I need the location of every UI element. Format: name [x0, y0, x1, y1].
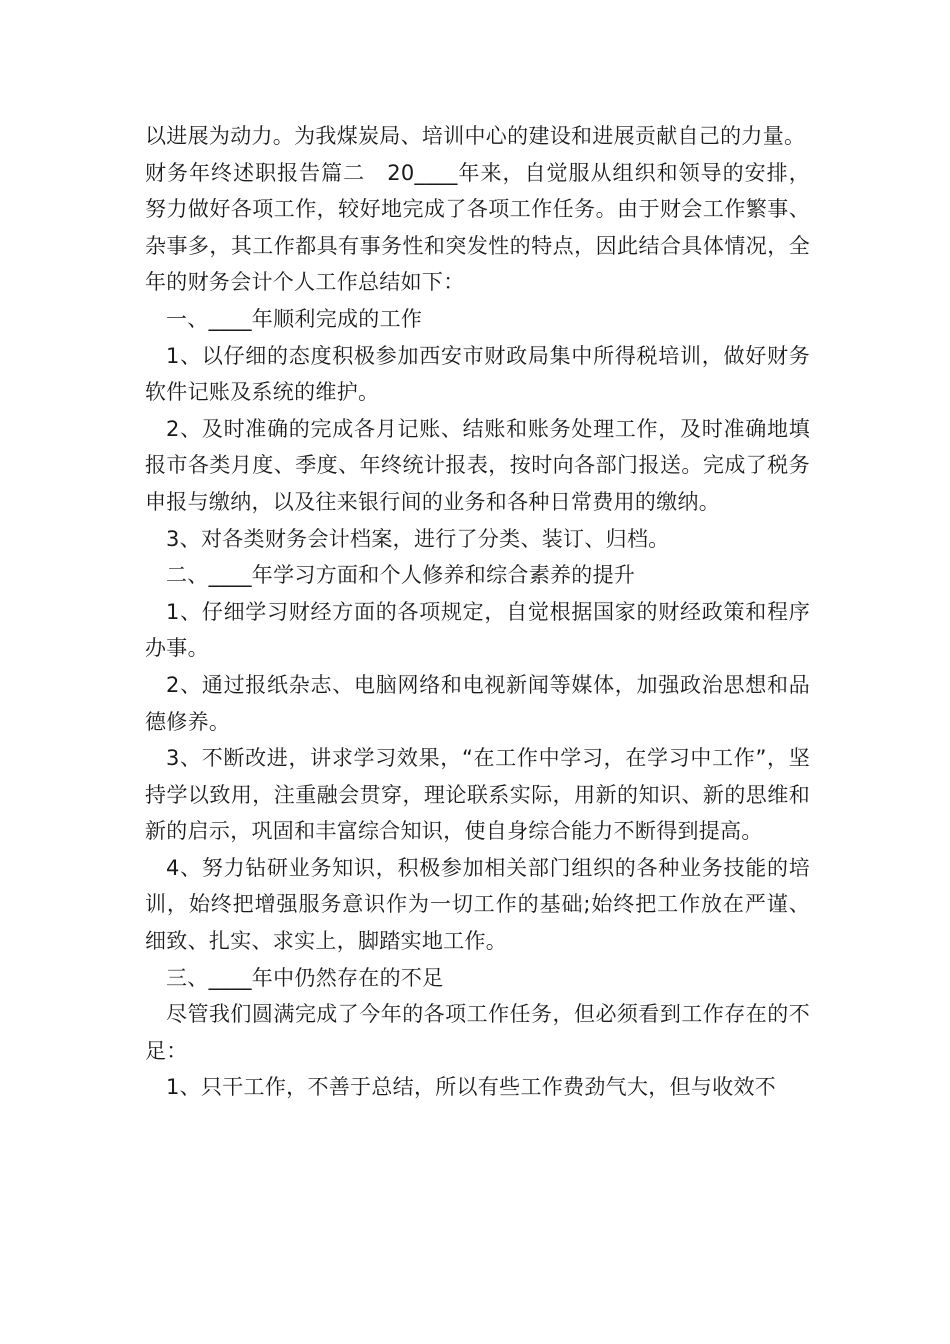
- paragraph-9: 2、通过报纸杂志、电脑网络和电视新闻等媒体，加强政治思想和品德修养。: [145, 672, 810, 734]
- paragraph-1: 以进展为动力。为我煤炭局、培训中心的建设和进展贡献自己的力量。: [145, 124, 806, 148]
- paragraph-4: 1、以仔细的态度积极参加西安市财政局集中所得税培训，做好财务软件记账及系统的维护。: [145, 343, 810, 405]
- paragraph-2: 财务年终述职报告篇二 20____年来，自觉服从组织和领导的安排，努力做好各项工作，较好地完成了各项工作任务。由于财会工作繁事、杂事多，其工作都具有事务性和突发性的特点，因此结合具体情况，全年的财务会计个人工作总结如下：: [145, 160, 810, 295]
- document-body: [145, 118, 810, 1106]
- paragraph-14: 1、只干工作，不善于总结，所以有些工作费劲气大，但与收效不: [166, 1075, 777, 1100]
- section-heading-1: 一、____年顺利完成的工作: [166, 306, 423, 331]
- section-heading-2: 二、____年学习方面和个人修养和综合素养的提升: [166, 563, 636, 588]
- paragraph-5: 2、及时准确的完成各月记账、结账和账务处理工作，及时准确地填报市各类月度、季度、年终统计报表，按时向各部门报送。完成了税务申报与缴纳，以及往来银行间的业务和各种日常费用的缴纳。: [145, 416, 810, 514]
- paragraph-8: 1、仔细学习财经方面的各项规定，自觉根据国家的财经政策和程序办事。: [145, 599, 810, 661]
- paragraph-6: 3、对各类财务会计档案，进行了分类、装订、归档。: [166, 526, 670, 551]
- paragraph-10: 3、不断改进，讲求学习效果，“在工作中学习，在学习中工作”，坚持学以致用，注重融会贯穿，理论联系实际，用新的知识、新的思维和新的启示，巩固和丰富综合知识，使自身综合能力不断得到提高。: [145, 746, 810, 844]
- section-heading-3: 三、____年中仍然存在的不足: [166, 965, 444, 990]
- paragraph-11: 4、努力钻研业务知识，积极参加相关部门组织的各种业务技能的培训，始终把增强服务意识作为一切工作的基础;始终把工作放在严谨、细致、扎实、求实上，脚踏实地工作。: [145, 855, 810, 954]
- paragraph-13: 尽管我们圆满完成了今年的各项工作任务，但必须看到工作存在的不足：: [145, 1002, 810, 1063]
